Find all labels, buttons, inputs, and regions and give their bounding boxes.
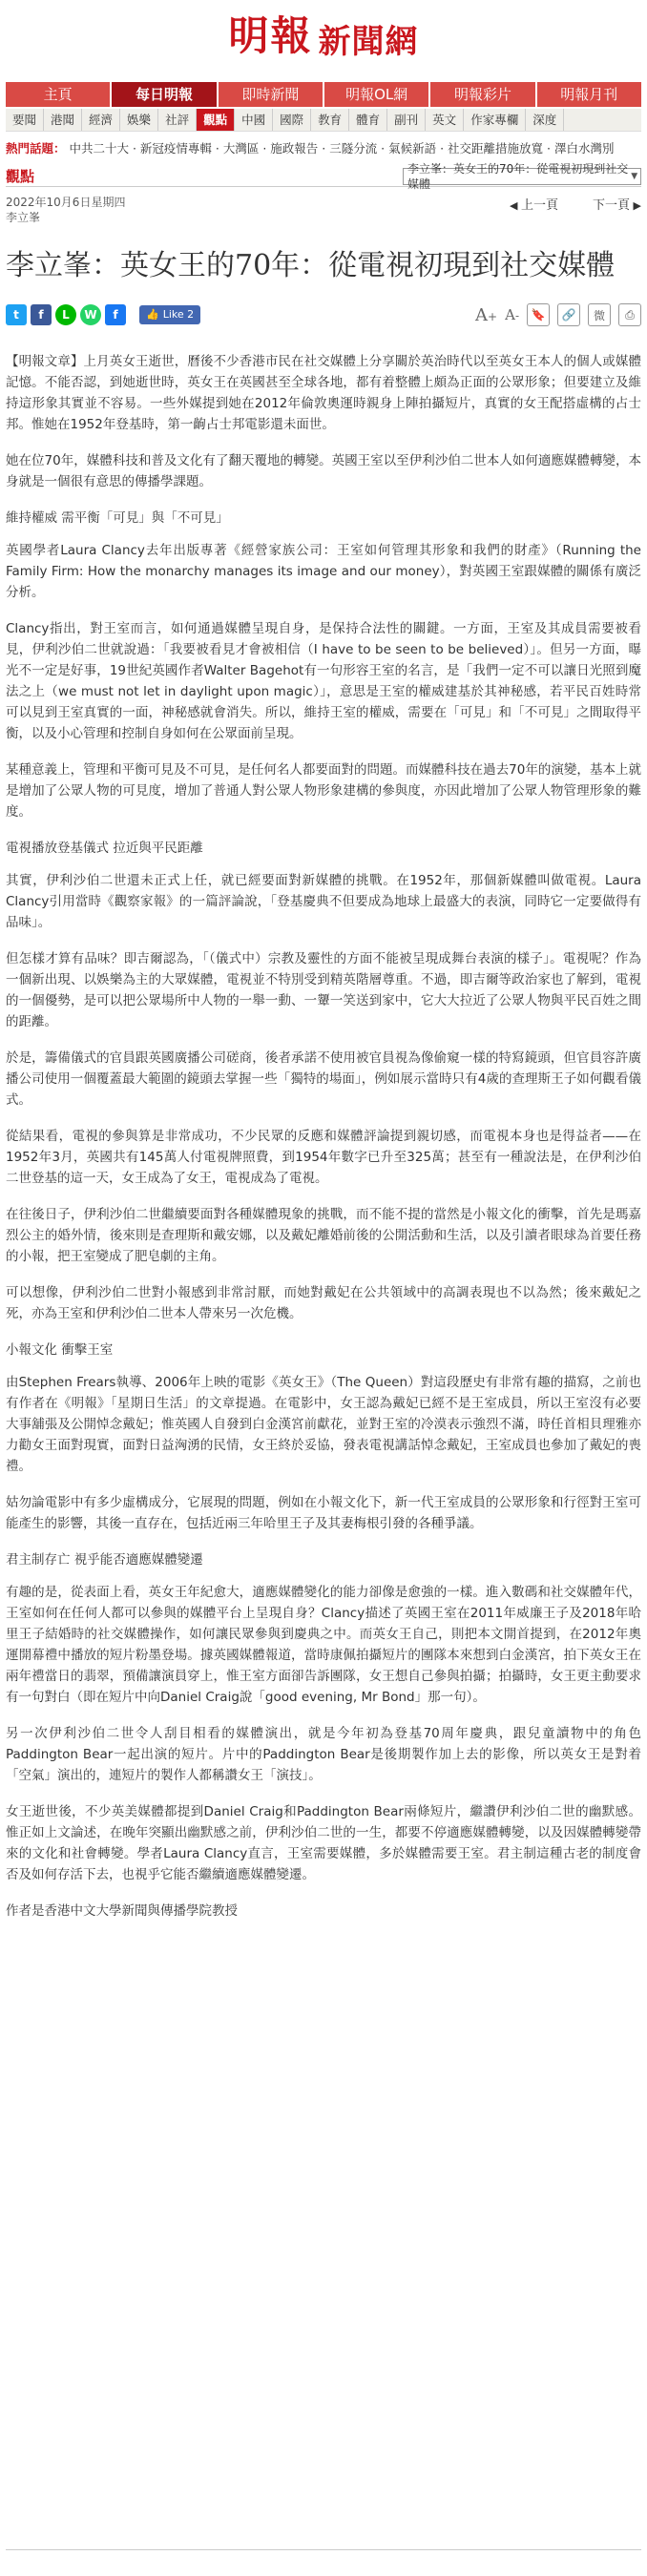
subnav-item-opinion[interactable]: 觀點 <box>197 109 235 131</box>
author-bio: 作者是香港中文大學新聞與傳播學院教授 <box>6 1903 238 1919</box>
next-page-link[interactable] <box>593 195 641 225</box>
article-select[interactable] <box>403 161 641 191</box>
logo-main-text: 明報 <box>228 12 313 59</box>
article-meta <box>6 195 641 225</box>
print-icon[interactable]: ⎙ <box>618 303 641 326</box>
bookmark-icon[interactable]: 🔖 <box>527 303 550 326</box>
weibo-icon[interactable]: 微 <box>588 303 611 326</box>
nav-item-monthly[interactable]: 明報月刊 <box>537 82 641 107</box>
facebook-icon[interactable]: f <box>31 304 52 325</box>
like-count: Like 2 <box>162 308 195 321</box>
article-paragraph: 英國學者Laura Clancy去年出版專著《經營家族公司：王室如何管理其形象和我們的財產》（Running the Family Firm: How the monarchy manages its image and our money），對英國王室跟媒體的關係有廣泛分析。 <box>6 543 641 600</box>
nav-item-home[interactable]: 主頁 <box>6 82 112 107</box>
header <box>0 0 647 67</box>
next-page-label: 下一頁 <box>593 198 631 213</box>
article-subheading: 小報文化 衝擊王室 <box>6 1342 114 1358</box>
subnav-item-entertainment[interactable]: 娛樂 <box>120 109 158 131</box>
hot-topics-bar <box>6 139 641 158</box>
font-decrease-button[interactable]: A- <box>505 306 519 323</box>
hot-topics-label: 熱門話題： <box>6 141 66 156</box>
article-paragraph: 於是，籌備儀式的官員跟英國廣播公司磋商，後者承諾不使用被官員視為像偷窺一樣的特寫鏡頭，但官員容許廣播公司使用一個覆蓋最大範圍的鏡頭去掌握一些「獨特的場面」，例如展示當時只有4歲的查理斯王子如何觀看儀式。 <box>6 1050 641 1108</box>
subnav-item-economy[interactable]: 經濟 <box>82 109 120 131</box>
pager <box>510 195 641 225</box>
nav-item-ol[interactable]: 明報OL網 <box>324 82 430 107</box>
subnav-item-columnists[interactable]: 作家專欄 <box>464 109 526 131</box>
publish-date: 2022年10月6日星期四 <box>6 196 126 209</box>
article-paragraph: 可以想像，伊利沙伯二世對小報感到非常討厭，而她對戴妃在公共領域中的高調表現也不以為然；後來戴妃之死，亦為王室和伊利沙伯二世本人帶來另一次危機。 <box>6 1285 641 1321</box>
subnav-item-education[interactable]: 教育 <box>311 109 349 131</box>
subnav-item-supplement[interactable]: 副刊 <box>387 109 426 131</box>
article-paragraph: 在往後日子，伊利沙伯二世繼續要面對各種媒體現象的挑戰，而不能不提的當然是小報文化的衝擊，首先是瑪嘉烈公主的婚外情，後來則是查理斯和戴安娜，以及戴妃離婚前後的公開活動和生活，以及引讀者眼球為首要任務的小報，把王室變成了肥皂劇的主角。 <box>6 1207 641 1264</box>
chevron-down-icon: ▼ <box>631 171 638 181</box>
subnav-item-international[interactable]: 國際 <box>273 109 311 131</box>
article-paragraph: 某種意義上，管理和平衡可見及不可見，是任何名人都要面對的問題。而媒體科技在過去70年的演變，基本上就是增加了公眾人物的可見度，增加了普通人對公眾人物形象建構的參與度，亦因此增加了公眾人物管理形象的難度。 <box>6 762 641 820</box>
nav-item-instant-news[interactable]: 即時新聞 <box>219 82 324 107</box>
article-paragraph: Clancy指出，對王室而言，如何通過媒體呈現自身，是保持合法性的關鍵。一方面，王室及其成員需要被看見，伊利沙伯二世就說過：「我要被看見才會被相信（I have to be seen to be believed）」。但另一方面，曝光不一定是好事，19世紀英國作者Walter Bagehot有一句形容王室的名言，是「我們一定不可以讓日光照到魔法之上（we must not let in daylight upon magic）」，意思是王室的權威建基於其神秘感，若平民百姓時常可以見到王室真實的一面，神秘感就會消失。所以，維持王室的權威，需要在「可見」和「不可見」之間取得平衡，以及小心管理和控制自身如何在公眾面前呈現。 <box>6 621 641 741</box>
prev-page-link[interactable] <box>510 195 558 225</box>
hot-topics-links[interactable]: 中共二十大 · 新冠疫情專輯 · 大灣區 · 施政報告 · 三隧分流 · 氣候新語 · 社交距離措施放寬 · 澤白水灣別 <box>69 141 615 156</box>
article-paragraph: 但怎樣才算有品味？即吉爾認為，「（儀式中）宗教及靈性的方面不能被呈現成舞台表演的樣子」。電視呢？作為一個新出現、以娛樂為主的大眾媒體，電視並不特別受到精英階層尊重。不過，即吉爾等政治家也了解到，電視的一個優勢，是可以把公眾場所中人物的一舉一動、一顰一笑送到家中，它大大拉近了公眾人物與平民百姓之間的距離。 <box>6 951 641 1029</box>
article-paragraph: 由Stephen Frears執導、2006年上映的電影《英女王》（The Queen）對這段歷史有非常有趣的描寫，之前也有作者在《明報》「星期日生活」的文章提過。在電影中，女王認為戴妃已經不是王室成員，所以王室沒有必要大事舖張及公開悼念戴妃；惟英國人自發到白金漢宮前獻花，並對王室的冷漠表示強烈不滿，時任首相貝理雅亦力勸女王面對現實，面對日益洶湧的民情，女王終於妥協，發表電視講話悼念戴妃，王室成員也參加了戴妃的喪禮。 <box>6 1375 641 1474</box>
divider <box>6 2549 641 2550</box>
prev-page-label: 上一頁 <box>521 198 559 213</box>
article-title: 李立峯：英女王的70年：從電視初現到社交媒體 <box>6 249 616 282</box>
article-paragraph: 從結果看，電視的參與算是非常成功，不少民眾的反應和媒體評論提到親切感，而電視本身也是得益者——在1952年3月，英國共有145萬人付電視牌照費，到1954年數字已升至325萬；甚至有一種說法是，在伊利沙伯二世登基的這一天，女王成為了女王，電視成為了電視。 <box>6 1129 641 1186</box>
facebook-like-button[interactable] <box>139 305 200 324</box>
chevron-left-icon: ◀ <box>510 199 521 212</box>
font-increase-button[interactable]: A+ <box>475 304 498 325</box>
section-title: 觀點 <box>6 168 35 185</box>
article-subheading: 維持權威 需平衡「可見」與「不可見」 <box>6 510 229 526</box>
subnav-item-headlines[interactable]: 要聞 <box>6 109 44 131</box>
article-body <box>6 351 641 1922</box>
article-subheading: 君主制存亡 視乎能否適應媒體變遷 <box>6 1552 203 1568</box>
article-subheading: 電視播放登基儀式 拉近與平民距離 <box>6 841 203 856</box>
subnav-item-local[interactable]: 港聞 <box>44 109 82 131</box>
section-header <box>6 161 641 191</box>
subnav-item-english[interactable]: 英文 <box>426 109 464 131</box>
section-nav <box>6 109 641 132</box>
mingpao-logo[interactable] <box>228 5 418 62</box>
subnav-item-sports[interactable]: 體育 <box>349 109 387 131</box>
thumbs-up-icon: 👍 <box>146 308 159 321</box>
article-paragraph: 【明報文章】上月英女王逝世，曆後不少香港市民在社交媒體上分享關於英治時代以至英女王本人的個人或媒體記憶。不能否認，到她逝世時，英女王在英國甚至全球各地，都有着整體上頗為正面的公眾形象；但要建立及維持這形象其實並不容易。一些外媒提到她在2012年倫敦奧運時親身上陣拍攝短片，真實的女王配搭虛構的占士邦。惟她在1952年登基時，第一齣占士邦電影還未面世。 <box>6 354 641 432</box>
subnav-item-editorial[interactable]: 社評 <box>158 109 197 131</box>
nav-item-daily[interactable]: 每日明報 <box>112 82 218 107</box>
subnav-item-china[interactable]: 中國 <box>235 109 273 131</box>
article-paragraph: 有趣的是，從表面上看，英女王年紀愈大，適應媒體變化的能力卻像是愈強的一樣。進入數碼和社交媒體年代，王室如何在任何人都可以參與的媒體平台上呈現自身？Clancy描述了英國王室在2011年威廉王子及2018年哈里王子結婚時的社交媒體操作，如何讓民眾參與到慶典之中。而英女王自己，則把本文開首提到，在2012年奧運開幕禮中播放的短片粉墨登場。據英國媒體報道，當時康佩拍攝短片的團隊本來想到白金漢宮，拍下英女王在兩年禮當日的翡翠，預備讓演員穿上，惟王室方面卻告訴團隊，女王想自己參與拍攝；拍攝時，女王更主動要求有一句對白（即在短片中向Daniel Craig說「good evening, Mr Bond」那一句）。 <box>6 1585 641 1705</box>
subnav-item-in-depth[interactable]: 深度 <box>526 109 564 131</box>
main-nav <box>6 82 641 107</box>
article-paragraph: 女王逝世後，不少英美媒體都提到Daniel Craig和Paddington Bear兩條短片，繼讚伊利沙伯二世的幽默感。惟正如上文論述，在晚年突顯出幽默感之前，伊利沙伯二世的一生，都要不停適應媒體轉變，以及因媒體轉變帶來的文化和社會轉變。學者Laura Clancy直言，王室需要媒體，多於媒體需要王室。君主制這種古老的制度會否及如何存活下去，也視乎它能否繼續適應媒體變遷。 <box>6 1804 641 1882</box>
article-select-value: 李立峯：英女王的70年：從電視初現到社交媒體 <box>407 161 629 191</box>
twitter-icon[interactable]: t <box>6 304 27 325</box>
article-paragraph: 其實，伊利沙伯二世還未正式上任，就已經要面對新媒體的挑戰。在1952年，那個新媒體叫做電視。Laura Clancy引用當時《觀察家報》的一篇評論說，「登基慶典不但要成為地球上最盛大的表演，同時它一定要做得有品味」。 <box>6 873 641 930</box>
line-icon[interactable]: L <box>55 304 76 325</box>
author-name: 李立峯 <box>6 211 41 224</box>
article-paragraph: 姑勿論電影中有多少虛構成分，它展現的問題，例如在小報文化下，新一代王室成員的公眾形象和行徑對王室可能產生的影響，其後一直存在，包括近兩三年哈里王子及其妻梅根引發的各種爭議。 <box>6 1495 641 1531</box>
whatsapp-icon[interactable]: W <box>80 304 101 325</box>
logo-sub-text: 新聞網 <box>318 23 419 61</box>
nav-item-video[interactable]: 明報彩片 <box>430 82 536 107</box>
share-toolbar <box>6 303 641 326</box>
link-icon[interactable]: 🔗 <box>557 303 580 326</box>
article-paragraph: 她在位70年，媒體科技和普及文化有了翻天覆地的轉變。英國王室以至伊利沙伯二世本人如何適應媒體轉變，本身就是一個很有意思的傳播學課題。 <box>6 453 641 489</box>
article-paragraph: 另一次伊利沙伯二世令人刮目相看的媒體演出，就是今年初為登基70周年慶典，跟兒童讀物中的角色Paddington Bear一起出演的短片。片中的Paddington Bear是後期製作加上去的影像，所以英女王是對着「空氣」演出的，連短片的製作人都稱讚女王「演技」。 <box>6 1726 641 1783</box>
facebook-share-icon[interactable]: f <box>105 304 126 325</box>
chevron-right-icon: ▶ <box>630 199 641 212</box>
